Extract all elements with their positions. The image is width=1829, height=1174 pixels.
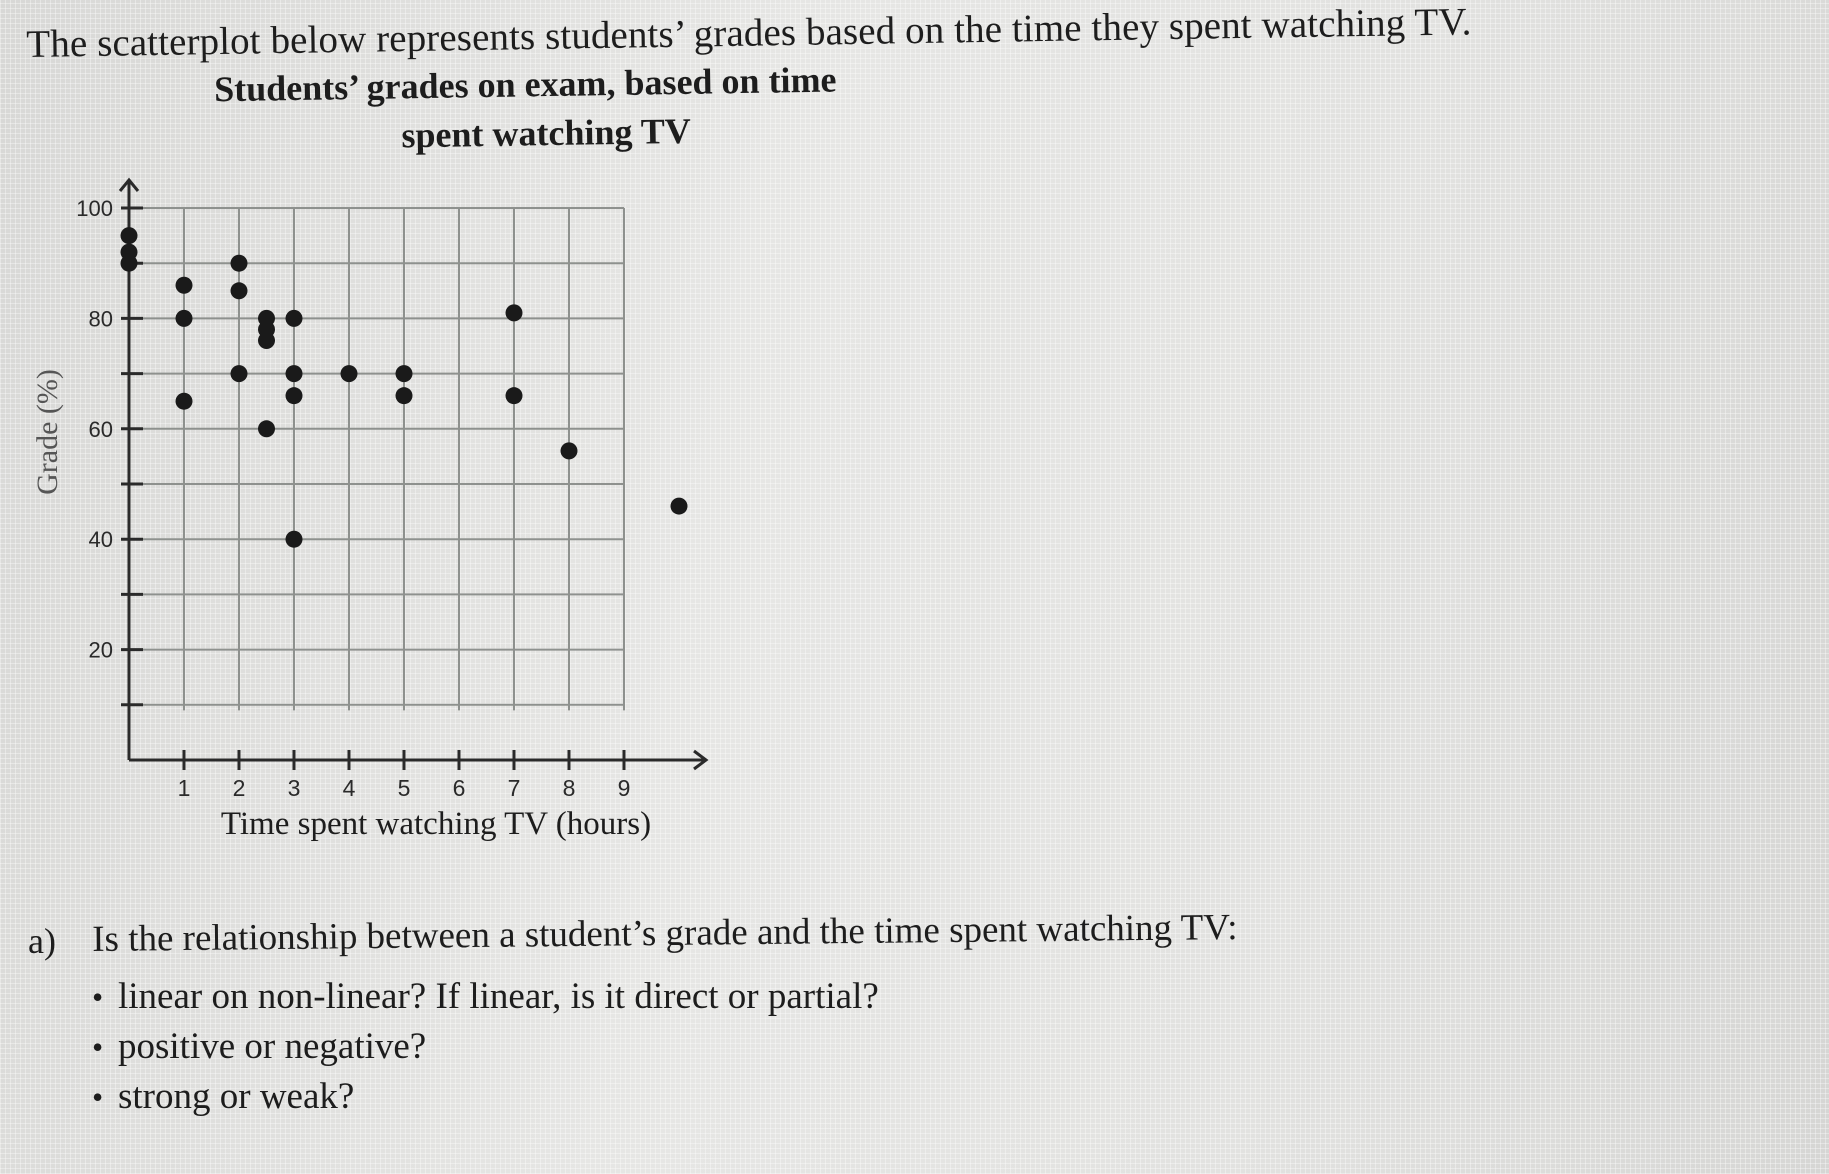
- bullet-item: [92, 972, 879, 1022]
- x-tick-label: 3: [287, 775, 301, 801]
- data-point: [286, 387, 303, 404]
- question-text: Is the relationship between a student’s grade and the time spent watching TV:: [92, 907, 1238, 960]
- x-axis-label: Time spent watching TV (hours): [220, 806, 652, 842]
- data-point: [176, 393, 193, 410]
- data-point: [286, 531, 303, 548]
- data-point: [231, 282, 248, 299]
- bullet-icon: •: [92, 979, 104, 1015]
- data-point: [671, 498, 688, 515]
- x-tick-label: 5: [397, 775, 411, 801]
- bullet-item: [92, 1072, 879, 1122]
- data-point: [176, 310, 193, 327]
- chart-title-line-2: spent watching TV: [401, 110, 692, 156]
- data-point: [121, 227, 138, 244]
- data-point: [286, 310, 303, 327]
- y-tick-label: 60: [88, 416, 113, 442]
- bullet-icon: •: [92, 1029, 104, 1065]
- x-tick-label: 4: [342, 775, 356, 801]
- data-point: [286, 365, 303, 382]
- chart-title-line-1: Students’ grades on exam, based on time: [213, 59, 837, 110]
- question-label: a): [28, 921, 56, 961]
- axes: [120, 180, 706, 770]
- x-tick-label: 7: [507, 775, 521, 801]
- data-point: [258, 332, 275, 349]
- y-tick-label: 100: [76, 196, 113, 221]
- x-tick-label: 6: [452, 775, 466, 801]
- bullet-text: strong or weak?: [118, 1076, 355, 1117]
- bullet-item: [92, 1022, 879, 1072]
- tick-labels: [76, 196, 630, 801]
- data-point: [506, 387, 523, 404]
- y-axis-label: Grade (%): [31, 369, 64, 495]
- bullet-icon: •: [92, 1079, 104, 1115]
- x-tick-label: 2: [232, 775, 246, 801]
- y-tick-label: 20: [88, 637, 113, 663]
- data-point: [341, 365, 358, 382]
- x-tick-label: 9: [617, 775, 631, 801]
- x-tick-label: 8: [562, 775, 576, 801]
- question-bullets: [92, 972, 879, 1122]
- x-tick-label: 1: [177, 775, 191, 801]
- bullet-text: linear on non-linear? If linear, is it direct or partial?: [118, 976, 879, 1017]
- data-point: [176, 277, 193, 294]
- data-point: [506, 304, 523, 321]
- data-point: [258, 420, 275, 437]
- data-point: [396, 365, 413, 382]
- data-point: [231, 365, 248, 382]
- y-tick-label: 80: [88, 306, 113, 332]
- data-point: [396, 387, 413, 404]
- data-point: [121, 255, 138, 272]
- y-tick-label: 40: [88, 527, 113, 553]
- bullet-text: positive or negative?: [118, 1026, 427, 1067]
- data-point: [561, 442, 578, 459]
- intro-text: The scatterplot below represents students’ grades based on the time they spent watching TV.: [26, 0, 1472, 66]
- grid: [129, 208, 624, 710]
- data-point: [231, 255, 248, 272]
